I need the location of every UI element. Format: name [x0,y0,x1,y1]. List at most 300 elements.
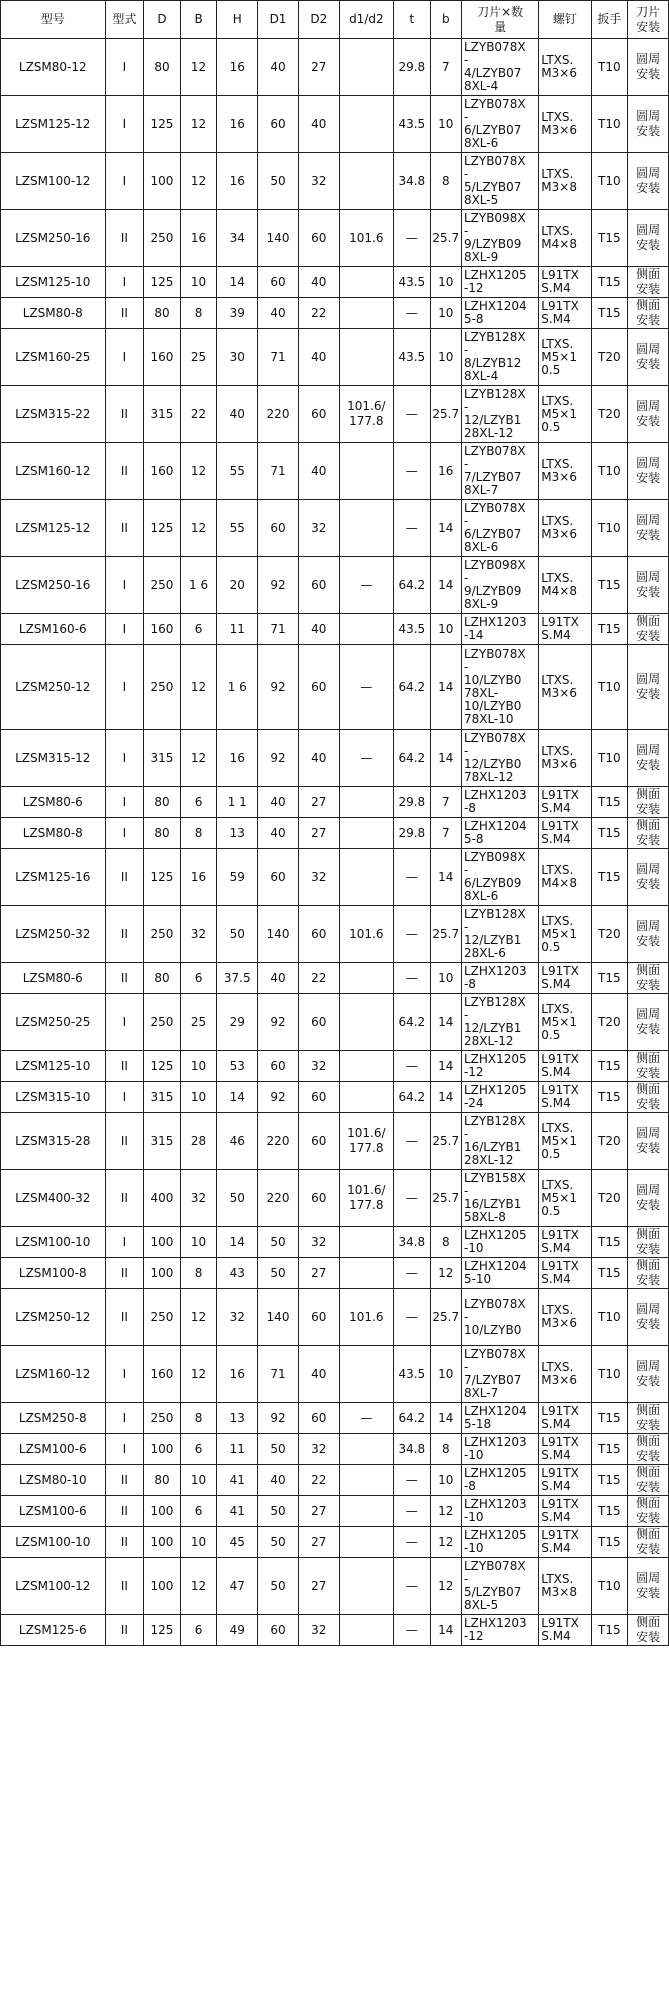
cell-D1: 60 [258,1615,299,1646]
table-row [1,963,669,994]
cell-blade: LZHX1205 -10 [461,1527,538,1558]
cell-wrench: T15 [591,818,628,849]
cell-H: 53 [217,1051,258,1082]
cell-wrench: T10 [591,1558,628,1615]
header-screw: 螺钉 [539,1,591,39]
cell-B: 8 [180,818,217,849]
table-row [1,329,669,386]
cell-D: 80 [144,818,181,849]
cell-screw: LTXS. M3×6 [539,1289,591,1346]
cell-H: 14 [217,267,258,298]
table-row [1,1289,669,1346]
cell-D1: 92 [258,730,299,787]
table-row [1,1403,669,1434]
cell-d1d2 [339,1465,393,1496]
cell-D1: 71 [258,443,299,500]
table-row [1,39,669,96]
cell-B: 28 [180,1113,217,1170]
cell-t: 43.5 [394,1346,431,1403]
cell-blade: LZHX1203 -8 [461,787,538,818]
cell-D2: 40 [298,329,339,386]
cell-wrench: T15 [591,1496,628,1527]
cell-wrench: T15 [591,1527,628,1558]
cell-d1d2 [339,267,393,298]
cell-style: I [105,1434,144,1465]
table-row [1,818,669,849]
cell-wrench: T15 [591,614,628,645]
cell-D2: 60 [298,1113,339,1170]
cell-B: 32 [180,1170,217,1227]
cell-blade: LZYB078X - 5/LZYB07 8XL-5 [461,1558,538,1615]
cell-blade: LZYB078X - 10/LZYB0 [461,1289,538,1346]
cell-H: 16 [217,96,258,153]
cell-D1: 40 [258,963,299,994]
cell-t: 64.2 [394,730,431,787]
cell-D: 250 [144,645,181,730]
table-row [1,1527,669,1558]
cell-D1: 92 [258,557,299,614]
table-row [1,1434,669,1465]
cell-b: 12 [430,1258,461,1289]
cell-d1d2 [339,153,393,210]
cell-D: 160 [144,1346,181,1403]
cell-model: LZSM400-32 [1,1170,106,1227]
cell-model: LZSM80-12 [1,39,106,96]
cell-model: LZSM160-12 [1,1346,106,1403]
cell-D1: 50 [258,1434,299,1465]
table-row [1,1258,669,1289]
cell-model: LZSM100-6 [1,1496,106,1527]
cell-style: II [105,1289,144,1346]
cell-H: 14 [217,1227,258,1258]
cell-screw: LTXS. M3×8 [539,153,591,210]
table-row [1,994,669,1051]
cell-t: 29.8 [394,39,431,96]
cell-wrench: T10 [591,96,628,153]
cell-b: 25.7 [430,1170,461,1227]
table-row [1,96,669,153]
cell-model: LZSM100-12 [1,1558,106,1615]
cell-model: LZSM125-10 [1,267,106,298]
table-row [1,645,669,730]
cell-b: 14 [430,500,461,557]
cell-D: 160 [144,329,181,386]
cell-D2: 27 [298,787,339,818]
cell-D: 125 [144,1051,181,1082]
cell-D1: 92 [258,1082,299,1113]
cell-t: — [394,386,431,443]
cell-screw: LTXS. M3×6 [539,730,591,787]
cell-blade: LZHX1205 -10 [461,1227,538,1258]
cell-t: 34.8 [394,1227,431,1258]
cell-H: 16 [217,730,258,787]
table-row [1,386,669,443]
cell-B: 25 [180,994,217,1051]
cell-b: 14 [430,557,461,614]
cell-screw: LTXS. M5×1 0.5 [539,994,591,1051]
cell-H: 13 [217,818,258,849]
cell-blade: LZHX1203 -12 [461,1615,538,1646]
cell-B: 6 [180,1434,217,1465]
cell-H: 14 [217,1082,258,1113]
cell-D1: 50 [258,1558,299,1615]
cell-install: 圆周 安装 [628,849,669,906]
cell-H: 16 [217,39,258,96]
cell-D: 125 [144,267,181,298]
cell-wrench: T10 [591,153,628,210]
cell-style: II [105,906,144,963]
cell-D2: 27 [298,1558,339,1615]
cell-wrench: T10 [591,730,628,787]
cell-B: 12 [180,730,217,787]
cell-H: 20 [217,557,258,614]
cell-t: — [394,906,431,963]
table-row [1,1082,669,1113]
cell-model: LZSM315-10 [1,1082,106,1113]
cell-t: — [394,1615,431,1646]
cell-model: LZSM160-25 [1,329,106,386]
cell-D: 250 [144,557,181,614]
cell-D1: 40 [258,298,299,329]
cell-D2: 40 [298,96,339,153]
cell-H: 32 [217,1289,258,1346]
table-row [1,443,669,500]
cell-style: I [105,730,144,787]
cell-D: 125 [144,96,181,153]
cell-screw: LTXS. M4×8 [539,849,591,906]
cell-blade: LZYB078X - 7/LZYB07 8XL-7 [461,1346,538,1403]
cell-screw: L91TX S.M4 [539,298,591,329]
cell-d1d2 [339,787,393,818]
table-row [1,1227,669,1258]
cell-model: LZSM250-12 [1,645,106,730]
cell-d1d2 [339,443,393,500]
cell-style: I [105,1227,144,1258]
cell-H: 37.5 [217,963,258,994]
cell-D: 80 [144,963,181,994]
cell-blade: LZHX1203 -10 [461,1496,538,1527]
cell-blade: LZHX1203 -14 [461,614,538,645]
cell-d1d2 [339,1051,393,1082]
cell-t: — [394,1258,431,1289]
cell-D2: 40 [298,730,339,787]
cell-style: II [105,849,144,906]
cell-model: LZSM80-6 [1,963,106,994]
cell-D2: 60 [298,1289,339,1346]
cell-B: 12 [180,39,217,96]
cell-b: 8 [430,153,461,210]
cell-t: — [394,1496,431,1527]
cell-d1d2 [339,1496,393,1527]
cell-D: 100 [144,1558,181,1615]
cell-wrench: T10 [591,645,628,730]
cell-H: 50 [217,1170,258,1227]
cell-wrench: T20 [591,1170,628,1227]
cell-screw: L91TX S.M4 [539,818,591,849]
cell-b: 7 [430,818,461,849]
cell-blade: LZYB128X - 16/LZYB1 28XL-12 [461,1113,538,1170]
cell-install: 圆周 安装 [628,730,669,787]
cell-D2: 32 [298,1434,339,1465]
cell-style: I [105,614,144,645]
table-row [1,1465,669,1496]
cell-model: LZSM100-10 [1,1227,106,1258]
cell-t: — [394,1051,431,1082]
cell-model: LZSM315-12 [1,730,106,787]
cell-install: 侧面 安装 [628,1403,669,1434]
cell-t: — [394,1170,431,1227]
cell-D2: 60 [298,557,339,614]
cell-style: II [105,500,144,557]
cell-d1d2: 101.6 [339,210,393,267]
cell-d1d2: — [339,557,393,614]
cell-t: — [394,1465,431,1496]
header-row [1,1,669,39]
cell-t: 64.2 [394,645,431,730]
table-row [1,787,669,818]
cell-install: 侧面 安装 [628,963,669,994]
cell-b: 14 [430,1615,461,1646]
header-blade: 刀片×数 量 [461,1,538,39]
cell-blade: LZHX1205 -12 [461,267,538,298]
cell-H: 55 [217,500,258,557]
cell-H: 41 [217,1496,258,1527]
cell-install: 侧面 安装 [628,818,669,849]
cell-install: 圆周 安装 [628,386,669,443]
cell-D2: 32 [298,153,339,210]
cell-H: 41 [217,1465,258,1496]
cell-D2: 27 [298,1496,339,1527]
cell-D: 315 [144,386,181,443]
cell-style: II [105,210,144,267]
table-row [1,1113,669,1170]
cell-model: LZSM100-10 [1,1527,106,1558]
cell-d1d2 [339,1615,393,1646]
cell-b: 10 [430,614,461,645]
cell-wrench: T15 [591,1403,628,1434]
cell-wrench: T15 [591,267,628,298]
cell-install: 圆周 安装 [628,1558,669,1615]
cell-b: 7 [430,787,461,818]
cell-wrench: T20 [591,1113,628,1170]
cell-t: 29.8 [394,818,431,849]
cell-B: 6 [180,1615,217,1646]
cell-D2: 27 [298,818,339,849]
cell-screw: LTXS. M3×6 [539,443,591,500]
cell-install: 侧面 安装 [628,298,669,329]
cell-b: 10 [430,1465,461,1496]
cell-b: 10 [430,1346,461,1403]
cell-H: 40 [217,386,258,443]
cell-model: LZSM315-22 [1,386,106,443]
cell-screw: LTXS. M5×1 0.5 [539,1170,591,1227]
cell-wrench: T10 [591,1289,628,1346]
cell-style: II [105,1527,144,1558]
cell-blade: LZHX1205 -24 [461,1082,538,1113]
cell-screw: LTXS. M3×8 [539,1558,591,1615]
cell-style: I [105,787,144,818]
cell-D2: 60 [298,1082,339,1113]
cell-blade: LZYB158X - 16/LZYB1 58XL-8 [461,1170,538,1227]
cell-D: 125 [144,849,181,906]
cell-B: 10 [180,1227,217,1258]
cell-t: — [394,1558,431,1615]
cell-install: 侧面 安装 [628,1227,669,1258]
cell-install: 圆周 安装 [628,153,669,210]
cell-style: I [105,153,144,210]
cell-install: 侧面 安装 [628,1434,669,1465]
cell-model: LZSM250-16 [1,210,106,267]
cell-style: II [105,1465,144,1496]
cell-D2: 32 [298,1051,339,1082]
cell-t: — [394,1289,431,1346]
cell-H: 34 [217,210,258,267]
cell-D1: 220 [258,1170,299,1227]
cell-install: 侧面 安装 [628,614,669,645]
cell-D: 315 [144,1113,181,1170]
cell-blade: LZHX1204 5-10 [461,1258,538,1289]
cell-H: 49 [217,1615,258,1646]
cell-wrench: T20 [591,386,628,443]
cell-style: II [105,386,144,443]
cell-wrench: T20 [591,994,628,1051]
table-body [1,39,669,1646]
cell-wrench: T15 [591,210,628,267]
cell-blade: LZYB078X - 5/LZYB07 8XL-5 [461,153,538,210]
cell-H: 13 [217,1403,258,1434]
cell-t: — [394,1113,431,1170]
cell-b: 25.7 [430,1113,461,1170]
cell-D1: 92 [258,994,299,1051]
cell-model: LZSM100-12 [1,153,106,210]
cell-t: — [394,963,431,994]
cell-t: 64.2 [394,1403,431,1434]
cell-screw: L91TX S.M4 [539,1434,591,1465]
cell-b: 14 [430,645,461,730]
cell-screw: LTXS. M3×6 [539,500,591,557]
cell-model: LZSM250-8 [1,1403,106,1434]
cell-D: 100 [144,1527,181,1558]
cell-install: 圆周 安装 [628,39,669,96]
cell-D1: 140 [258,1289,299,1346]
cell-install: 圆周 安装 [628,994,669,1051]
cell-B: 8 [180,298,217,329]
cell-b: 25.7 [430,210,461,267]
cell-b: 10 [430,96,461,153]
header-H: H [217,1,258,39]
cell-d1d2 [339,1227,393,1258]
cell-screw: LTXS. M3×6 [539,645,591,730]
cell-screw: L91TX S.M4 [539,1082,591,1113]
cell-B: 6 [180,614,217,645]
cell-install: 圆周 安装 [628,557,669,614]
cell-style: I [105,1082,144,1113]
cell-install: 侧面 安装 [628,1258,669,1289]
table-row [1,1615,669,1646]
cell-style: II [105,1258,144,1289]
cell-d1d2 [339,1082,393,1113]
cell-H: 11 [217,614,258,645]
cell-t: — [394,1527,431,1558]
cell-screw: LTXS. M3×6 [539,96,591,153]
table-row [1,906,669,963]
cell-d1d2 [339,1434,393,1465]
cell-wrench: T15 [591,1082,628,1113]
cell-D2: 40 [298,614,339,645]
cell-D: 315 [144,730,181,787]
table-row [1,849,669,906]
cell-install: 圆周 安装 [628,645,669,730]
cell-D2: 60 [298,386,339,443]
cell-screw: L91TX S.M4 [539,1258,591,1289]
cell-b: 25.7 [430,906,461,963]
cell-screw: L91TX S.M4 [539,614,591,645]
cell-D2: 32 [298,849,339,906]
cell-H: 1 6 [217,645,258,730]
cell-screw: L91TX S.M4 [539,787,591,818]
header-model: 型号 [1,1,106,39]
cell-wrench: T15 [591,1258,628,1289]
cell-wrench: T15 [591,298,628,329]
cell-D1: 50 [258,1527,299,1558]
cell-screw: L91TX S.M4 [539,1615,591,1646]
cell-D1: 140 [258,906,299,963]
cell-D1: 60 [258,849,299,906]
cell-screw: LTXS. M4×8 [539,557,591,614]
cell-D: 100 [144,1434,181,1465]
cell-d1d2 [339,1558,393,1615]
cell-b: 16 [430,443,461,500]
cell-install: 圆周 安装 [628,96,669,153]
cell-H: 11 [217,1434,258,1465]
cell-style: I [105,994,144,1051]
cell-d1d2 [339,849,393,906]
cell-blade: LZHX1204 5-18 [461,1403,538,1434]
cell-t: 43.5 [394,267,431,298]
header-t: t [394,1,431,39]
cell-t: 34.8 [394,1434,431,1465]
cell-install: 侧面 安装 [628,787,669,818]
cell-screw: LTXS. M5×1 0.5 [539,386,591,443]
cell-model: LZSM80-8 [1,298,106,329]
table-row [1,557,669,614]
cell-t: — [394,500,431,557]
cell-model: LZSM250-25 [1,994,106,1051]
cell-blade: LZHX1204 5-8 [461,818,538,849]
cell-model: LZSM80-8 [1,818,106,849]
cell-install: 圆周 安装 [628,500,669,557]
cell-model: LZSM250-16 [1,557,106,614]
cell-b: 10 [430,298,461,329]
cell-d1d2: 101.6 [339,906,393,963]
cell-t: — [394,210,431,267]
cell-B: 12 [180,1346,217,1403]
cell-screw: L91TX S.M4 [539,1403,591,1434]
cell-blade: LZHX1203 -8 [461,963,538,994]
cell-style: II [105,963,144,994]
cell-model: LZSM160-6 [1,614,106,645]
cell-D1: 50 [258,1496,299,1527]
cell-t: 43.5 [394,614,431,645]
table-row [1,730,669,787]
cell-style: II [105,1615,144,1646]
cell-blade: LZYB098X - 9/LZYB09 8XL-9 [461,557,538,614]
cell-H: 47 [217,1558,258,1615]
cell-model: LZSM125-16 [1,849,106,906]
cell-D: 250 [144,994,181,1051]
cell-D1: 60 [258,96,299,153]
header-D1: D1 [258,1,299,39]
